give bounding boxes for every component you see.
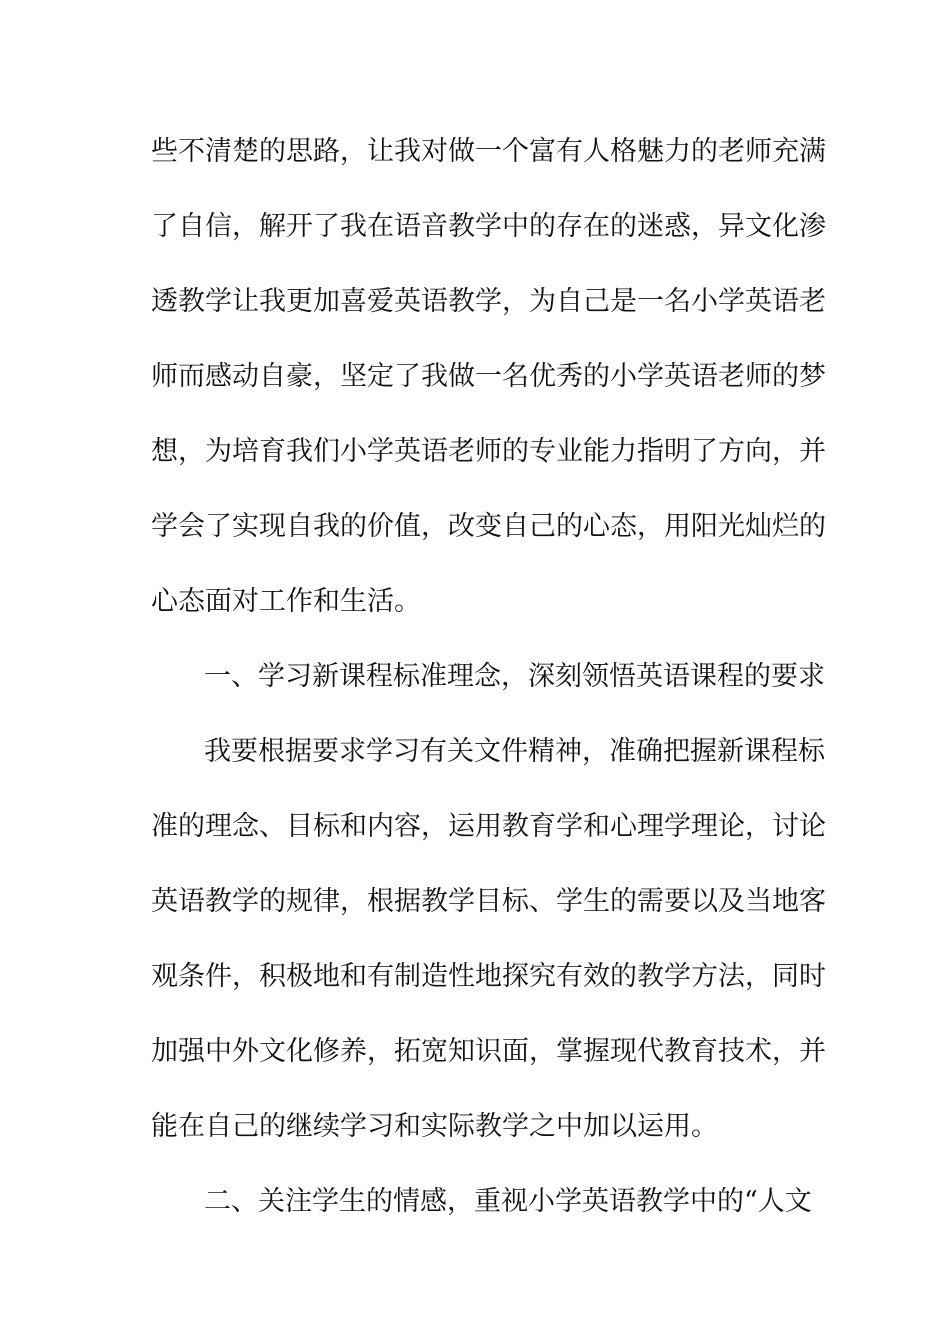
section-heading: 二、关注学生的情感，重视小学英语教学中的“人文 bbox=[204, 1186, 812, 1217]
text-line: 透教学让我更加喜爱英语教学，为自己是一名小学英语老 bbox=[151, 286, 826, 317]
body-text bbox=[151, 126, 826, 1251]
text-line: 些不清楚的思路，让我对做一个富有人格魅力的老师充满 bbox=[151, 136, 826, 167]
text-line: 英语教学的规律，根据教学目标、学生的需要以及当地客 bbox=[151, 886, 826, 917]
text-line: 学会了实现自我的价值，改变自己的心态，用阳光灿烂的 bbox=[151, 511, 826, 542]
text-line: 了自信，解开了我在语音教学中的存在的迷惑，异文化渗 bbox=[151, 211, 826, 242]
text-line: 准的理念、目标和内容，运用教育学和心理学理论，讨论 bbox=[151, 811, 826, 842]
section-heading: 一、学习新课程标准理念，深刻领悟英语课程的要求 bbox=[204, 661, 825, 692]
text-line: 我要根据要求学习有关文件精神，准确把握新课程标 bbox=[204, 736, 825, 767]
text-line: 加强中外文化修养，拓宽知识面，掌握现代教育技术，并 bbox=[151, 1036, 826, 1067]
text-line: 观条件，积极地和有制造性地探究有效的教学方法，同时 bbox=[151, 961, 826, 992]
text-line: 能在自己的继续学习和实际教学之中加以运用。 bbox=[151, 1111, 718, 1142]
text-line: 想，为培育我们小学英语老师的专业能力指明了方向，并 bbox=[151, 436, 826, 467]
text-line: 心态面对工作和生活。 bbox=[151, 586, 421, 617]
text-line: 师而感动自豪，坚定了我做一名优秀的小学英语老师的梦 bbox=[151, 361, 826, 392]
